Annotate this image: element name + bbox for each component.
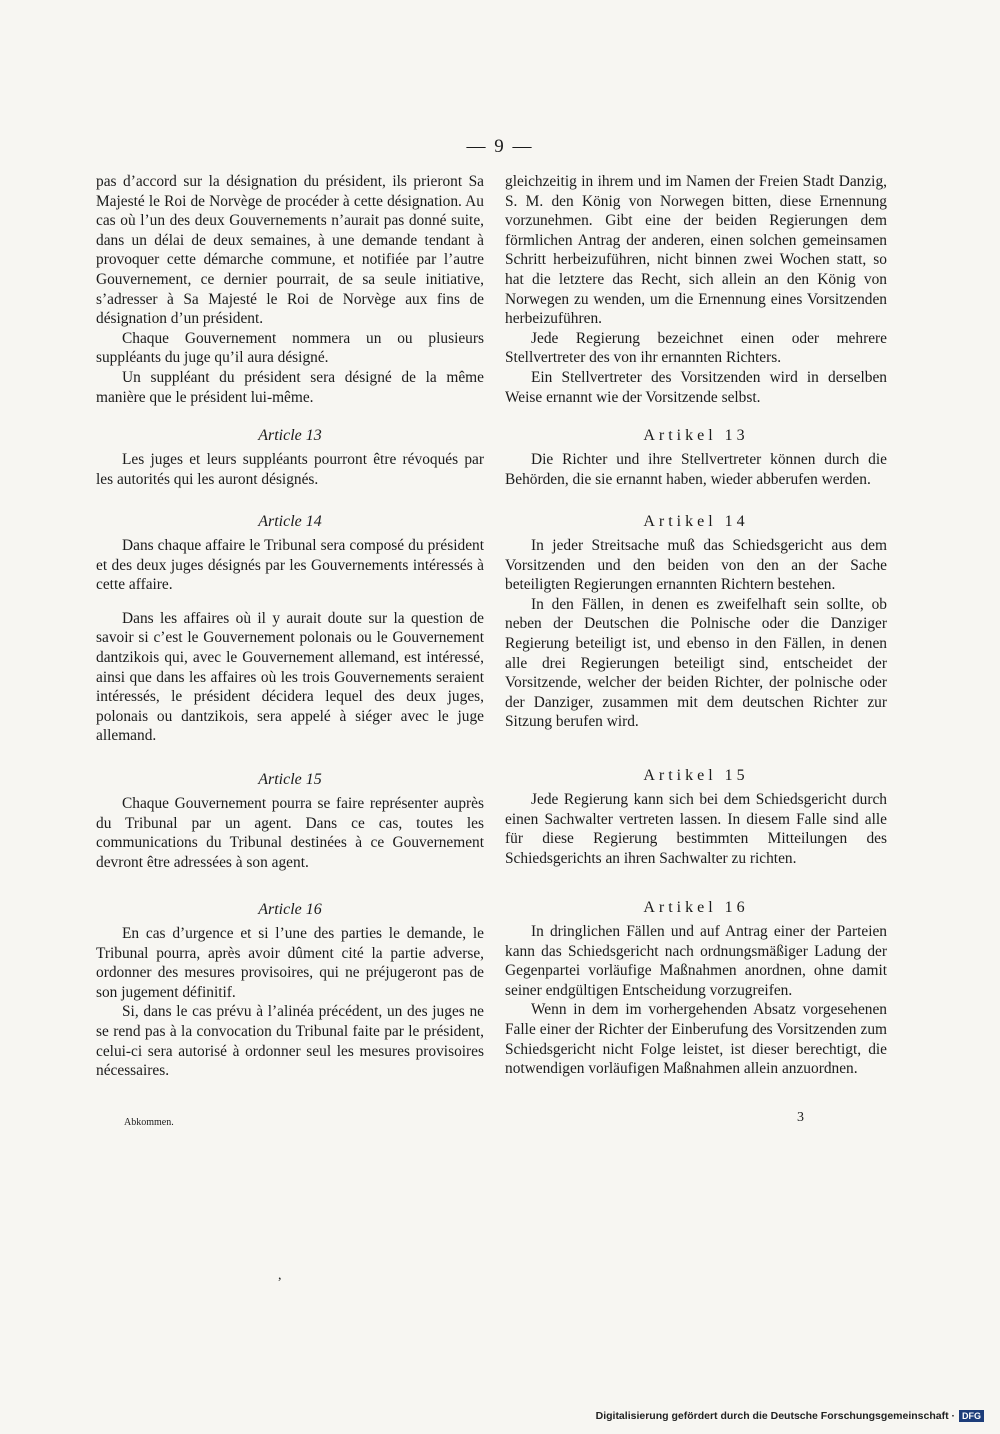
- article-heading: Artikel 13: [643, 427, 749, 444]
- article-heading: Article 16: [258, 901, 322, 918]
- article-heading: Artikel 15: [643, 767, 749, 784]
- german-article-14: [505, 512, 887, 732]
- paragraph: En cas d’urgence et si l’une des parties le demande, le Tribunal pourra, après avoir dûment cité la partie adverse, ordonner des mesures provisoires, qui ne préjugeront pas de son jugement définitif.: [96, 925, 484, 1001]
- paragraph: In dringlichen Fällen und auf Antrag einer der Parteien kann das Schiedsgericht nach ordnungsmäßiger Ladung der Gegenpartei vorläufige Maßnahmen anordnen, ohne damit seiner endgültigen Entscheidung vorzugreifen.: [505, 923, 887, 999]
- paragraph: Wenn in dem im vorhergehenden Absatz vorgesehenen Falle einer der Richter der Einberufung des Vorsitzenden zum Schiedsgericht nicht Folge leistet, ist dieser berechtigt, die notwendigen vorläufigen Maßnahmen allein anzuordnen.: [505, 1001, 887, 1078]
- credit-text: Digitalisierung gefördert durch die Deutsche Forschungsgemeinschaft ·: [595, 1410, 955, 1422]
- paragraph: Un suppléant du président sera désigné de la même manière que le président lui-même.: [96, 368, 484, 406]
- paragraph: In den Fällen, in denen es zweifelhaft sein sollte, ob neben der Deutschen die Polnische oder die Danziger Regierung beteiligt ist, und ebenso in den Fällen, in denen alle drei Regierungen beteiligt sind, entscheidet der Vorsitzende, welcher der beiden Richter, der polnische oder der Danziger, zusammen mit dem deutschen Richter zur Sitzung berufen wird.: [505, 595, 887, 731]
- paragraph: Si, dans le cas prévu à l’alinéa précédent, un des juges ne se rend pas à la convocation du Tribunal faite par le président, celui-ci sera autorisé à ordonner seul les mesures provisoires nécessaires.: [96, 1003, 484, 1080]
- paragraph: Jede Regierung kann sich bei dem Schiedsgericht durch einen Sachwalter vertreten lassen. In diesem Falle sind alle für diese Regierung bestimmten Mitteilungen des Schiedsgerichts an ihren Sachwalter zu richten.: [505, 791, 887, 867]
- french-article-15: [96, 770, 484, 872]
- paragraph: Chaque Gouvernement nommera un ou plusieurs suppléants du juge qu’il aura désigné.: [96, 329, 484, 367]
- french-intro: [96, 172, 484, 407]
- german-article-13: [505, 426, 887, 489]
- french-article-16: [96, 900, 484, 1081]
- paragraph: Les juges et leurs suppléants pourront être révoqués par les autorités qui les auront désignés.: [96, 451, 484, 488]
- digitization-credit: [596, 1410, 984, 1422]
- paragraph: Ein Stellvertreter des Vorsitzenden wird in derselben Weise ernannt wie der Vorsitzende selbst.: [505, 368, 887, 406]
- german-intro: [505, 172, 887, 407]
- article-heading: Artikel 16: [643, 899, 749, 916]
- paragraph: Dans les affaires où il y aurait doute sur la question de savoir si c’est le Gouvernement polonais ou le Gouvernement dantzikois qui, avec le Gouvernement allemand, est intéressé, ainsi que dans les affaires où les trois Gouvernements seraient intéressés, le président décidera lequel des deux juges, polonais ou dantzikois, sera appelé à siéger avec le juge allemand.: [96, 609, 484, 745]
- paragraph: In jeder Streitsache muß das Schiedsgericht aus dem Vorsitzenden und den beiden von den an der Sache beteiligten Regierungen ernannten Richtern bestehen.: [505, 537, 887, 594]
- french-article-13: [96, 426, 484, 489]
- paragraph: Jede Regierung bezeichnet einen oder mehrere Stellvertreter des von ihr ernannten Richters.: [505, 329, 887, 367]
- paragraph: Die Richter und ihre Stellvertreter können durch die Behörden, die sie ernannt haben, wieder abberufen werden.: [505, 451, 887, 488]
- page-number: — 9 —: [466, 136, 534, 157]
- french-article-14: [96, 512, 484, 746]
- sheet-number: 3: [797, 1110, 804, 1125]
- article-heading: Article 15: [258, 771, 322, 788]
- article-heading: Article 14: [258, 513, 322, 530]
- margin-mark: ,: [278, 1268, 282, 1283]
- article-heading: Artikel 14: [643, 513, 749, 530]
- paragraph: Dans chaque affaire le Tribunal sera composé du président et des deux juges désignés par les Gouvernements intéressés à cette affaire.: [96, 537, 484, 594]
- paragraph: Chaque Gouvernement pourra se faire représenter auprès du Tribunal par un agent. Dans ce cas, toutes les communications du Tribunal destinées à ce Gouvernement devront être adressées à son agent.: [96, 795, 484, 871]
- paragraph: pas d’accord sur la désignation du président, ils prieront Sa Majesté le Roi de Norvège de procéder à cette désignation. Au cas où l’un des deux Gouvernements n’aurait pas donné suite, dans un délai de deux semaines, à une demande tendant à provoquer cette démarche commune, et notifiée par l’autre Gouvernement, ce dernier pourrait, de sa seule initiative, s’adresser à Sa Majesté le Roi de Norvège aux fins de désignation d’un président.: [96, 173, 484, 328]
- german-article-15: [505, 766, 887, 868]
- dfg-logo: DFG: [959, 1410, 984, 1422]
- german-article-16: [505, 898, 887, 1079]
- paragraph: gleichzeitig in ihrem und im Namen der Freien Stadt Danzig, S. M. den König von Norwegen bitten, diese Ernennung vorzunehmen. Gibt eine der beiden Regierungen dem förmlichen Antrag der anderen, einen solchen gemeinsamen Schritt herbeizuführen, nicht binnen zwei Wochen statt, so hat die letztere das Recht, sich allein an den König von Norwegen zu wenden, um die Ernennung eines Vorsitzenden herbeizuführen.: [505, 173, 887, 328]
- footer-note: Abkommen.: [124, 1117, 174, 1128]
- article-heading: Article 13: [258, 427, 322, 444]
